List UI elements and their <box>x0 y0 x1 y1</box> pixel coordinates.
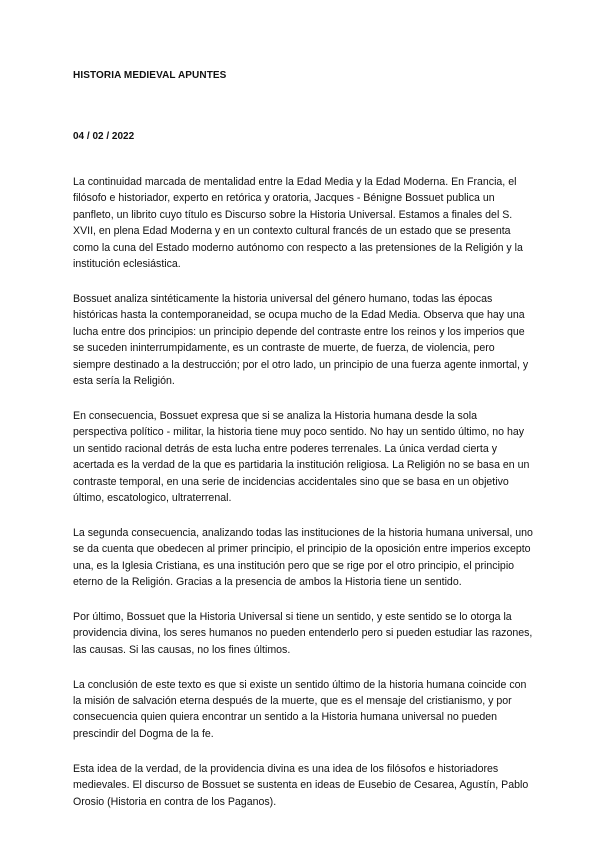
paragraph: Por último, Bossuet que la Historia Universal si tiene un sentido, y este sentido se lo otorga la providencia divina, los seres humanos no pueden entenderlo pero si pueden estudiar las razones, las causas. Si las causas, no los fines últimos. <box>73 610 533 656</box>
document-title: HISTORIA MEDIEVAL APUNTES <box>73 70 227 81</box>
paragraph: La continuidad marcada de mentalidad entre la Edad Media y la Edad Moderna. En Francia, el filósofo e historiador, experto en retórica y oratoria, Jacques - Bénigne Bossuet publica un panfleto, un librito cuyo título es Discurso sobre la Historia Universal. Estamos a finales del S. XVII, en plena Edad Moderna y en un contexto cultural francés de un estado que se presenta como la cuna del Estado moderno autónomo con respecto a las pretensiones de la Religión y la institución eclesiástica. <box>73 176 523 271</box>
paragraph: La segunda consecuencia, analizando todas las instituciones de la historia humana universal, uno se da cuenta que obedecen al primer principio, el principio de la oposición entre imperios excepto una, es la Iglesia Cristiana, es una institución pero que se rige por el otro principio, el principio eterno de la Religión. Gracias a la presencia de ambos la Historia tiene un sentido. <box>73 526 533 589</box>
paragraph: La conclusión de este texto es que si existe un sentido último de la historia humana coincide con la misión de salvación eterna después de la muerte, que es el mensaje del cristianismo, y por consecuencia quien quiera encontrar un sentido a la Historia humana universal no pueden prescindir del Dogma de la fe. <box>73 678 527 740</box>
paragraph: En consecuencia, Bossuet expresa que si se analiza la Historia humana desde la sola perspectiva político - militar, la historia tiene muy poco sentido. No hay un sentido último, no hay un sentido racional detrás de esta lucha entre poderes terrenales. La única verdad cierta y acertada es la verdad de la que es partidaria la institución religiosa. La Religión no se basa en un contraste temporal, en una serie de incidencias accidentales sino que se basa en un objetivo último, escatologico, ultraterrenal. <box>73 409 530 504</box>
paragraph: Esta idea de la verdad, de la providencia divina es una idea de los filósofos e historiadores medievales. El discurso de Bossuet se sustenta en ideas de Eusebio de Cesarea, Agustín, Pablo Orosio (Historia en contra de los Paganos). <box>73 762 529 808</box>
document-date: 04 / 02 / 2022 <box>73 131 135 142</box>
paragraph: Bossuet analiza sintéticamente la historia universal del género humano, todas las épocas históricas hasta la contemporaneidad, se ocupa mucho de la Edad Media. Observa que hay una lucha entre dos principios: un principio depende del contraste entre los reinos y los imperios que se suceden ininterrumpidamente, es un contraste de muerte, de fuerza, de violencia, pero siempre destinado a la destrucción; por el otro lado, un principio de una fuerza agente inmortal, y esta sería la Religión. <box>73 292 529 387</box>
document-body <box>73 174 533 829</box>
